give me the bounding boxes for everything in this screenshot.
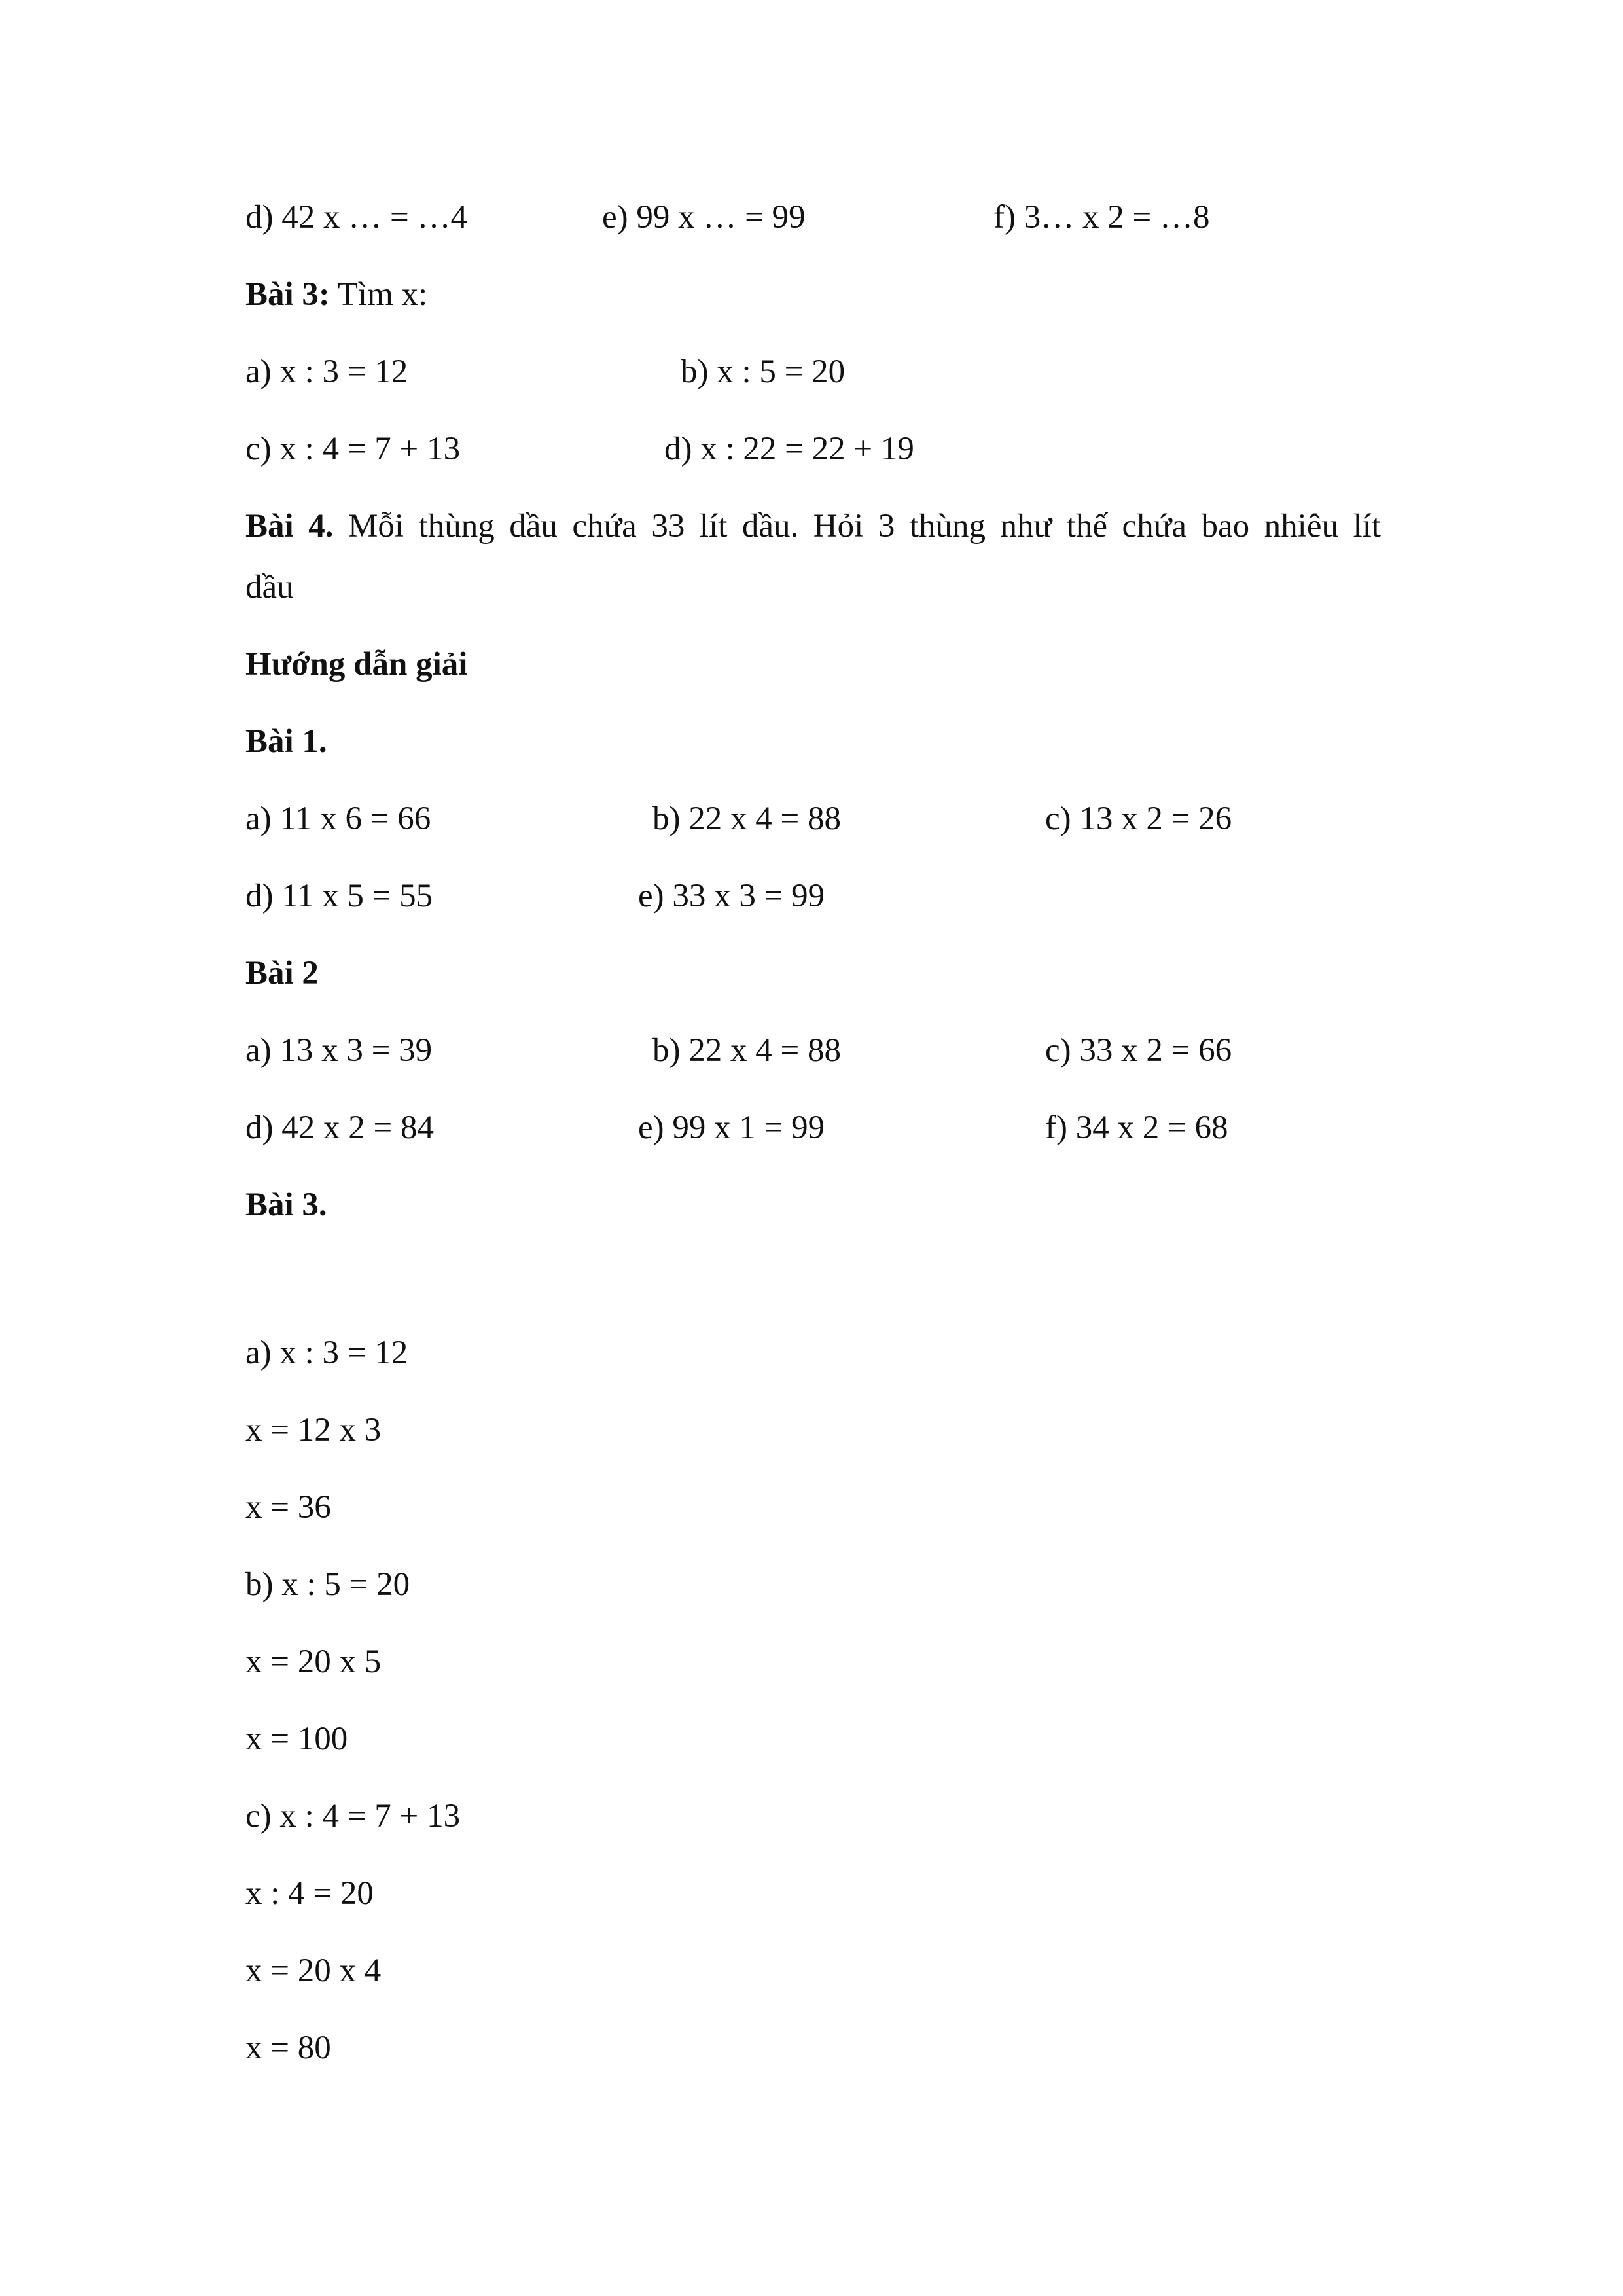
bai2-answer-e: e) 99 x 1 = 99 — [638, 1109, 825, 1146]
bai2-answer-c: c) 33 x 2 = 66 — [1045, 1032, 1232, 1069]
bai3-answer-step: x = 80 — [245, 2030, 331, 2066]
bai3-answer-step: b) x : 5 = 20 — [245, 1566, 410, 1603]
bai3-question-a: a) x : 3 = 12 — [245, 353, 408, 390]
bai2-answer-d: d) 42 x 2 = 84 — [245, 1109, 434, 1146]
exercise2-item-f: f) 3… x 2 = …8 — [993, 199, 1210, 236]
bai1-answer-d: d) 11 x 5 = 55 — [245, 878, 433, 914]
bai4-question-line1 — [245, 507, 1381, 546]
bai2-answer-f: f) 34 x 2 = 68 — [1045, 1109, 1228, 1146]
bai1-answer-a: a) 11 x 6 = 66 — [245, 800, 431, 837]
bai1-answer-e: e) 33 x 3 = 99 — [638, 878, 825, 914]
bai3-answer-step: x = 100 — [245, 1721, 348, 1757]
bai3-instruction: Tìm x: — [329, 276, 428, 313]
bai4-label: Bài 4. — [245, 508, 334, 545]
bai3-answer-step: a) x : 3 = 12 — [245, 1335, 408, 1371]
bai1-answer-b: b) 22 x 4 = 88 — [652, 800, 841, 837]
exercise2-item-e: e) 99 x … = 99 — [602, 199, 806, 236]
bai3-label: Bài 3: — [245, 276, 330, 313]
bai3-question-d: d) x : 22 = 22 + 19 — [664, 431, 914, 467]
bai2-answer-b: b) 22 x 4 = 88 — [652, 1032, 841, 1069]
bai3-answer-step: x = 20 x 4 — [245, 1952, 382, 1989]
bai3-question-heading — [245, 275, 427, 314]
bai3-question-c: c) x : 4 = 7 + 13 — [245, 431, 461, 467]
guide-title: Hướng dẫn giải — [245, 646, 468, 683]
bai4-text-line1: Mỗi thùng dầu chứa 33 lít dầu. Hỏi 3 thùng như thế chứa bao nhiêu lít — [333, 508, 1381, 545]
bai3-answer-step: c) x : 4 = 7 + 13 — [245, 1798, 461, 1835]
bai3-answer-step: x = 36 — [245, 1489, 331, 1526]
bai3-answer-heading: Bài 3. — [245, 1187, 327, 1223]
bai1-answer-heading: Bài 1. — [245, 723, 327, 760]
exercise2-item-d: d) 42 x … = …4 — [245, 199, 467, 236]
bai4-question-line2: dầu — [245, 569, 294, 605]
bai3-answer-step: x : 4 = 20 — [245, 1875, 374, 1912]
bai3-question-b: b) x : 5 = 20 — [681, 353, 846, 390]
bai2-answer-heading: Bài 2 — [245, 955, 319, 992]
bai2-answer-a: a) 13 x 3 = 39 — [245, 1032, 433, 1069]
bai3-answer-step: x = 12 x 3 — [245, 1412, 382, 1448]
bai3-answer-step: x = 20 x 5 — [245, 1643, 382, 1680]
bai1-answer-c: c) 13 x 2 = 26 — [1045, 800, 1232, 837]
